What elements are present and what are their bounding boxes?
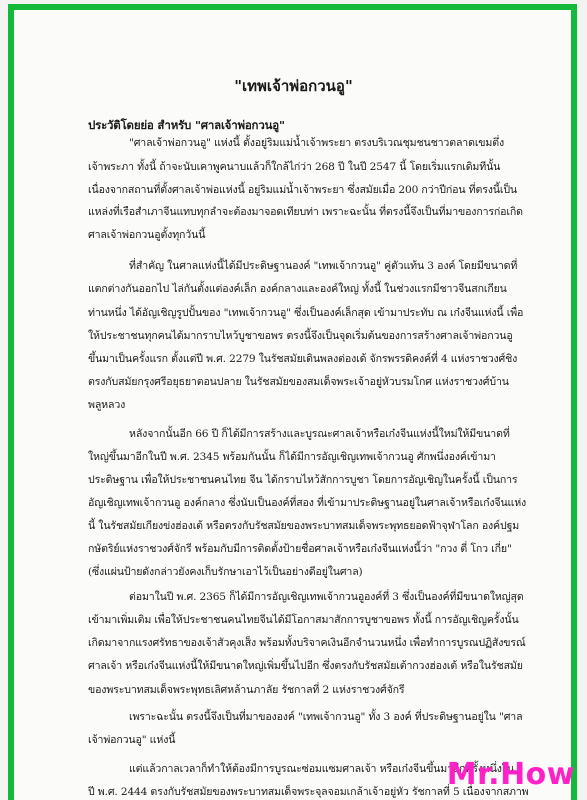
body-text-line: ศาลเจ้า หรือเก๋งจีนแห่งนี้ให้มีขนาดใหญ่เพิ่มขึ้นไปอีก ซึ่งตรงกับรัชสมัยเต้ากวงฮ่องเต้ หรือในรัชสมัย	[88, 660, 523, 672]
body-text-line: ต่อมาในปี พ.ศ. 2365 ก็ได้มีการอัญเชิญเทพเจ้ากวนอูองค์ที่ 3 ซึ่งเป็นองค์ที่มีขนาดใหญ่สุด	[129, 591, 524, 603]
body-text-line: พลูหลวง	[88, 399, 126, 411]
body-text-line: เจ้าพ่อกวนอู" แห่งนี้	[88, 734, 176, 746]
body-text-line: ศาลเจ้าพ่อกวนอูตั้งทุกวันนี้	[88, 229, 206, 241]
body-text-line: แต่แล้วกาลเวลาก็ทำให้ต้องมีการบูรณะซ่อมแซมศาลเจ้า หรือเก๋งจีนขึ้นมาอีกครั้งหนึ่งใน	[129, 763, 514, 775]
body-text-line: เพราะฉะนั้น ตรงนี้จึงเป็นที่มาขององค์ "เทพเจ้ากวนอู" ทั้ง 3 องค์ ที่ประดิษฐานอยู่ใน "ศาล	[129, 711, 523, 723]
body-text-line: ให้ประชาชนทุกคนได้มากราบไหว้บูชาขอพร ตรงนี้จึงเป็นจุดเริ่มต้นของการสร้างศาลเจ้าพ่อกวนอู	[88, 330, 513, 342]
body-text-line: ปี พ.ศ. 2444 ตรงกับรัชสมัยของพระบาทสมเด็จพระจุลจอมเกล้าเจ้าอยู่หัว รัชกาลที่ 5 เนื่องจากสภาพ	[88, 786, 529, 798]
body-text-line: อัญเชิญเทพเจ้ากวนอู องค์กลาง ซึ่งนับเป็นองค์ที่สอง ที่เข้ามาประดิษฐานอยู่ในศาลเจ้าหรือเก๋งจีนแห่ง	[88, 497, 527, 509]
watermark-signature: Mr.How	[446, 757, 575, 792]
document-subtitle: ประวัติโดยย่อ สำหรับ "ศาลเจ้าพ่อกวนอู"	[88, 118, 285, 132]
body-text-line: ตรงกับสมัยกรุงศรีอยุธยาตอนปลาย ในรัชสมัยของสมเด็จพระเจ้าอยู่หัวบรมโกศ แห่งราชวงศ์บ้าน	[88, 376, 509, 388]
body-text-line: นี้ ในรัชสมัยเกียงข่งฮ่องเต้ หรือตรงกับรัชสมัยของพระบาทสมเด็จพระพุทธยอดฟ้าจุฬาโลก องค์ปฐม	[88, 520, 520, 532]
body-text-line: ใหญ่ขึ้นมาอีกในปี พ.ศ. 2345 พร้อมกันนั้น ก็ได้มีการอัญเชิญเทพเจ้ากวนอู ศักพนึ่งองค์เข้ามา	[88, 451, 496, 463]
body-text-line: แหล่งที่เรือสำเภาจีนแทบทุกลำจะต้องมาจอดเทียบท่า เพราะฉะนั้น ที่ตรงนี้จึงเป็นที่มาของการก่อเกิด	[88, 206, 523, 218]
body-text-line: ที่สำคัญ ในศาลแห่งนี้ได้มีประดิษฐานองค์ "เทพเจ้ากวนอู" คู่ตัวแท้น 3 องค์ โดยมีขนาดที่	[129, 260, 518, 272]
body-text-line: หลังจากนั้นอีก 66 ปี ก็ได้มีการสร้างและบูรณะศาลเจ้าหรือเก๋งจีนแห่งนี้ใหม่ให้มีขนาดที่	[129, 428, 510, 440]
body-text-line: เกิดมาจากแรงศรัทธาของเจ้าสัวคุงเส็ง พร้อมทั้งบริจาคเงินอีกจำนวนหนึ่ง เพื่อทำการบูรณปฏิสังขรณ์	[88, 637, 526, 649]
body-text-line: เนื่องจากสถานที่ตั้งศาลเจ้าพ่อแห่งนี้ อยู่ริมแม่น้ำเจ้าพระยา ซึ่งสมัยเมื่อ 200 กว่าปีก่อน ที่ตรงนี้เป็น	[88, 184, 517, 196]
body-text-line: ท่านหนึ่ง ได้อัญเชิญรูปปั้นของ "เทพเจ้ากวนอู" ซึ่งเป็นองค์เล็กสุด เข้ามาประทับ ณ เก๋งจีนแห่งนี้ เพื่อ	[88, 307, 524, 319]
body-text-line: ประดิษฐาน เพื่อให้ประชาชนคนไทย จีน ได้กราบไหว้สักการบูชา โดยการอัญเชิญในครั้งนี้ เป็นการ	[88, 474, 518, 486]
body-text-line: ขึ้นมาเป็นครั้งแรก ตั้งแต่ปี พ.ศ. 2279 ในรัชสมัยเดินพลงต่องเด้ จักรพรรดิคงค์ที่ 4 แห่งราชวงศ์ชิง	[88, 353, 518, 365]
body-text-line: "ศาลเจ้าพ่อกวนอู" แห่งนี้ ตั้งอยู่ริมแม่น้ำเจ้าพระยา ตรงบริเวณชุมชนชาวตลาดเขมตึ่ง	[129, 137, 504, 149]
body-text-line: เจ้าพระภา ทั้งนี้ ถ้าจะนับเคาพูคนาบแล้วก็ใกล้ไก่ว่า 268 ปี ในปี 2547 นี้ โดยเริ่มแรกเดิมทีนั้น	[88, 161, 501, 173]
document-title: "เทพเจ้าพ่อกวนอู"	[234, 77, 353, 95]
body-text-line: กษัตริย์แห่งราชวงศ์จักรี พร้อมกับมีการติดตั้งป้ายชื่อศาลเจ้าหรือเก๋งจีนแห่งนี้ว่า "กวง ตี่ โกว เกี่ย"	[88, 543, 512, 555]
body-text-line: เข้ามาเพิ่มเติม เพื่อให้ประชาชนคนไทยจีนได้มีโอกาสมาสักการบูชาขอพร ทั้งนี้ การอัญเชิญครั้งนั้น	[88, 614, 519, 626]
body-text-line: ของพระบาทสมเด็จพระพุทธเลิศหล้านภาลัย รัชกาลที่ 2 แห่งราชวงศ์จักรี	[88, 684, 405, 696]
body-text-line: แตกต่างกันออกไป ไล่กันตั้งแต่องค์เล็ก องค์กลางและองค์ใหญ่ ทั้งนี้ ในช่วงแรกมีชาวจีนสกเกียน	[88, 283, 507, 295]
body-text-line: (ซึ่งแผ่นป้ายดังกล่าวยังคงเก็บรักษาเอาไว้เป็นอย่างดีอยู่ในศาล)	[88, 566, 363, 578]
